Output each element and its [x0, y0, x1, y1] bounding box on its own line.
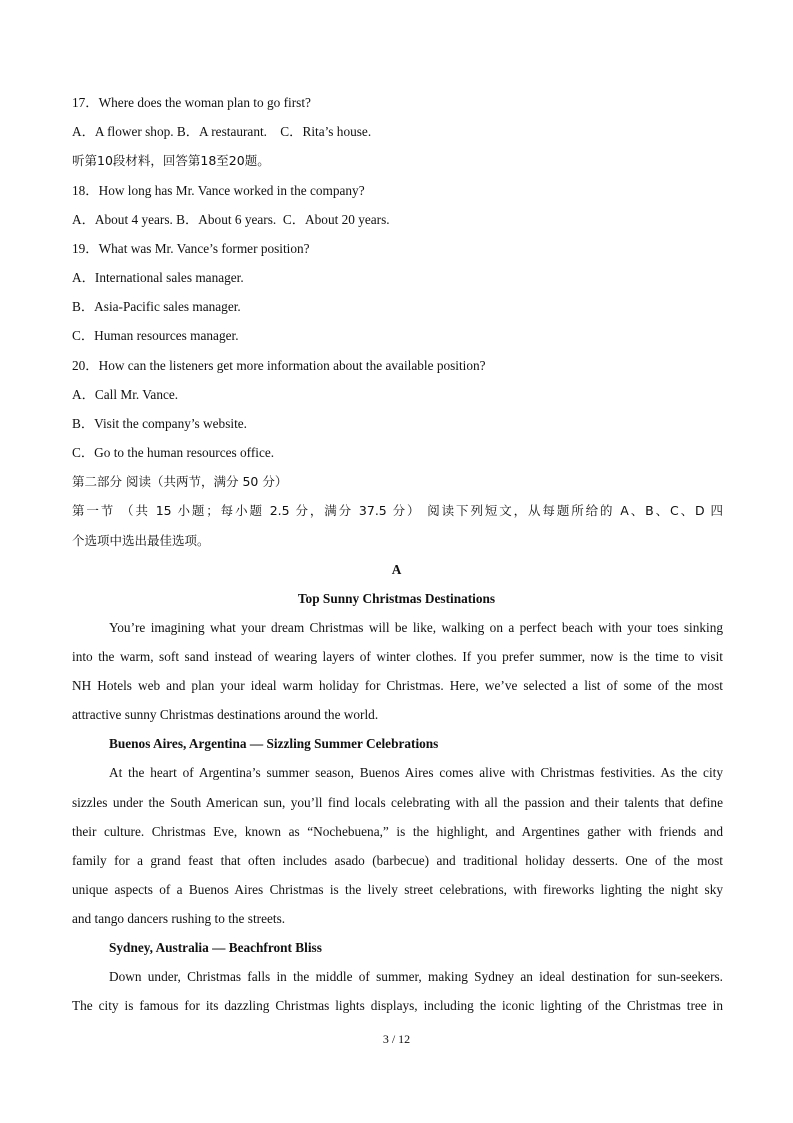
q19-question: 19．What was Mr. Vance’s former position?	[72, 241, 310, 256]
q18-question: 18．How long has Mr. Vance worked in the company?	[72, 183, 365, 198]
intro-line: into the warm, soft sand instead of wearing layers of winter clothes. If you prefer summer, now is the time to visit	[72, 649, 723, 664]
q20-option-b: B．Visit the company’s website.	[72, 416, 247, 431]
section10-intro: 听第10段材料，回答第18至20题。	[72, 153, 270, 168]
reading-part-title: 第二部分 阅读（共两节，满分 50 分）	[72, 474, 288, 489]
intro-line: NH Hotels web and plan your ideal warm holiday for Christmas. Here, we’ve selected a list of some of the most	[72, 678, 723, 693]
intro-line: You’re imagining what your dream Christmas will be like, walking on a perfect beach with your toes sinking	[109, 620, 723, 635]
buenos-line: family for a grand feast that often includes asado (barbecue) and traditional holiday desserts. One of the most	[72, 853, 723, 868]
buenos-line: At the heart of Argentina’s summer season, Buenos Aires comes alive with Christmas festivities. As the city	[109, 765, 723, 780]
q20-option-a: A．Call Mr. Vance.	[72, 387, 179, 402]
q20-option-c: C．Go to the human resources office.	[72, 445, 275, 460]
q19-option-b: B．Asia-Pacific sales manager.	[72, 299, 241, 314]
buenos-aires-heading: Buenos Aires, Argentina — Sizzling Summer Celebrations	[109, 736, 439, 751]
buenos-line: their culture. Christmas Eve, known as “Nochebuena,” is the highlight, and Argentines gather with friends and	[72, 824, 723, 839]
section1-instructions-line2: 个选项中选出最佳选项。	[72, 533, 210, 548]
passage-letter: A	[391, 562, 402, 577]
sydney-heading: Sydney, Australia — Beachfront Bliss	[109, 940, 322, 955]
q19-option-c: C．Human resources manager.	[72, 328, 239, 343]
q17-options: A．A flower shop. B．A restaurant. C．Rita’s house.	[72, 124, 372, 139]
buenos-line: and tango dancers rushing to the streets.	[72, 911, 286, 926]
buenos-line: unique aspects of a Buenos Aires Christmas is the lively street celebrations, with fireworks lighting the night sky	[72, 882, 723, 897]
intro-line: attractive sunny Christmas destinations around the world.	[72, 707, 379, 722]
q18-options: A．About 4 years. B．About 6 years. C．About 20 years.	[72, 212, 390, 227]
sydney-line: The city is famous for its dazzling Christmas lights displays, including the iconic lighting of the Christmas tree in	[72, 998, 723, 1013]
sydney-line: Down under, Christmas falls in the middle of summer, making Sydney an ideal destination for sun-seekers.	[109, 969, 723, 984]
section1-instructions-line1: 第一节 （共 15 小题；每小题 2.5 分，满分 37.5 分） 阅读下列短文，从每题所给的 A、B、C、D 四	[72, 503, 723, 518]
q17-question: 17．Where does the woman plan to go first?	[72, 95, 311, 110]
passage-title: Top Sunny Christmas Destinations	[297, 591, 496, 606]
page-number: 3 / 12	[382, 1032, 411, 1046]
q20-question: 20．How can the listeners get more information about the available position?	[72, 358, 486, 373]
q19-option-a: A．International sales manager.	[72, 270, 244, 285]
buenos-line: sizzles under the South American sun, you’ll find locals celebrating with all the passion and their talents that define	[72, 795, 723, 810]
